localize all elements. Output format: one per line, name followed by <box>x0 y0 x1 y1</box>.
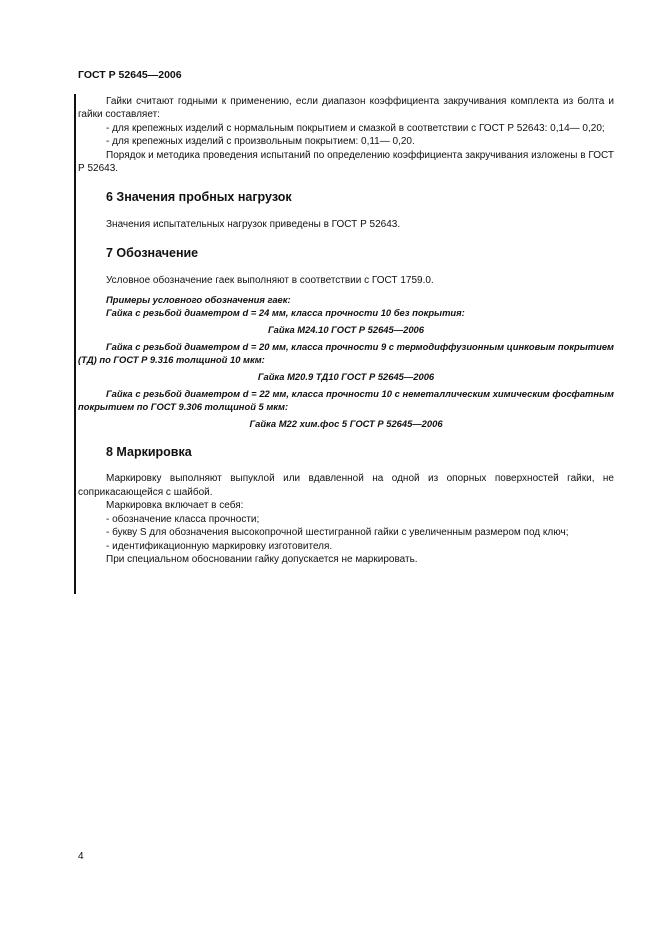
section-8-heading: 8 Маркировка <box>106 445 192 460</box>
section-8-list-item: - идентификационную маркировку изготовителя. <box>106 540 333 552</box>
example-2-text: Гайка с резьбой диаметром d = 20 мм, класса прочности 9 с термодиффузионным цинковым покрытием (ТД) по ГОСТ Р 9.316 толщиной 10 мкм: <box>78 341 614 366</box>
intro-paragraph: Гайки считают годными к применению, если диапазон коэффициента закручивания комплекта из болта и гайки составляет: <box>78 96 614 121</box>
intro-paragraph: Порядок и методика проведения испытаний по определению коэффициента закручивания изложены в ГОСТ Р 52643. <box>78 149 614 175</box>
example-3-designation: Гайка М22 хим.фос 5 ГОСТ Р 52645—2006 <box>249 418 443 430</box>
intro-paragraph: - для крепежных изделий с произвольным покрытием: 0,11— 0,20. <box>106 136 415 148</box>
section-8-list-item: - букву S для обозначения высокопрочной шестигранной гайки с увеличенным размером под ключ; <box>106 527 569 539</box>
section-8-paragraph: При специальном обосновании гайку допускается не маркировать. <box>106 553 418 565</box>
section-8-list-item: - обозначение класса прочности; <box>106 513 260 525</box>
section-8-paragraph: Маркировку выполняют выпуклой или вдавленной на одной из опорных поверхностей гайки, не соприкасающейся с шайбой. <box>78 473 614 498</box>
example-1-designation: Гайка М24.10 ГОСТ Р 52645—2006 <box>268 324 424 336</box>
section-7-heading: 7 Обозначение <box>106 246 199 261</box>
document-header: ГОСТ Р 52645—2006 <box>78 69 182 81</box>
intro-paragraph: - для крепежных изделий с нормальным покрытием и смазкой в соответствии с ГОСТ Р 52643: 0,14— 0,20; <box>106 122 605 134</box>
section-6-paragraph: Значения испытательных нагрузок приведены в ГОСТ Р 52643. <box>106 218 401 230</box>
example-1-text: Гайка с резьбой диаметром d = 24 мм, класса прочности 10 без покрытия: <box>106 307 465 319</box>
section-7-paragraph: Условное обозначение гаек выполняют в соответствии с ГОСТ 1759.0. <box>106 274 434 286</box>
examples-title: Примеры условного обозначения гаек: <box>106 294 291 306</box>
document-body <box>78 95 614 566</box>
example-3-text: Гайка с резьбой диаметром d = 22 мм, класса прочности 10 с неметаллическим химическим фосфатным покрытием по ГОСТ 9.306 толщиной 5 мкм: <box>78 388 614 413</box>
section-6-heading: 6 Значения пробных нагрузок <box>106 190 292 205</box>
change-marker-bar <box>74 94 76 594</box>
page-number: 4 <box>78 851 84 862</box>
section-8-paragraph: Маркировка включает в себя: <box>106 500 244 512</box>
example-2-designation: Гайка М20.9 ТД10 ГОСТ Р 52645—2006 <box>257 371 435 383</box>
